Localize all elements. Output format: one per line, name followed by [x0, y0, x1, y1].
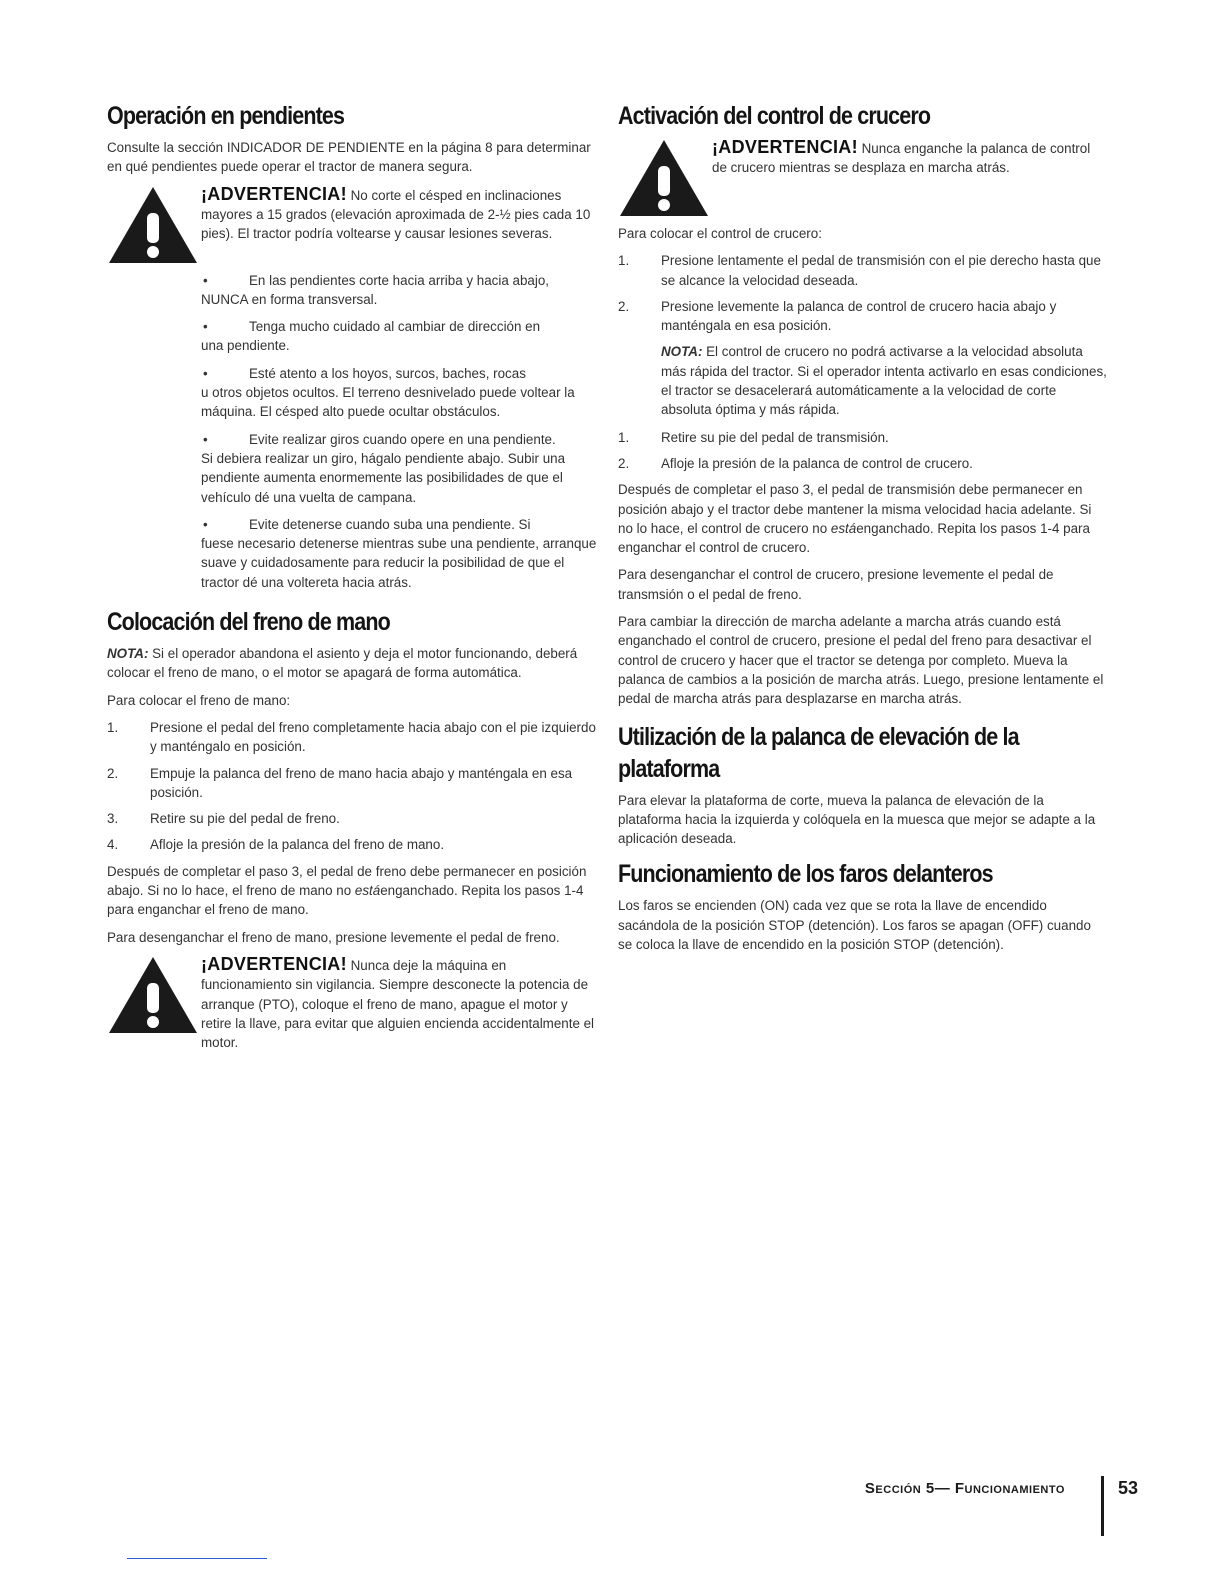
warning-triangle-icon — [107, 185, 199, 265]
list-item: 2. Afloje la presión de la palanca de control de crucero. — [618, 455, 973, 471]
right-column — [618, 100, 1108, 962]
list-item: 1. Retire su pie del pedal de transmisión. — [618, 429, 889, 445]
warning-body: No corte el césped en inclinaciones mayores a 15 grados (elevación aproximada de 2-½ pies cada 10 pies). El tractor podría voltearse y causar lesiones severas. — [201, 187, 591, 242]
brake-warning — [107, 955, 597, 1052]
slopes-intro: Consulte la sección INDICADOR DE PENDIENTE en la página 8 para determinar en qué pendientes puede operar el tractor de manera segura. — [107, 140, 591, 175]
cruise-warning — [618, 138, 1108, 218]
list-item: • Evite realizar giros cuando opere en una pendiente. Si debiera realizar un giro, hágalo pendiente abajo. Subir una pendiente aumenta enormemente las posibilidades de que el vehículo dé una vuelta de campana. — [201, 431, 566, 505]
list-item: 1. Presione lentamente el pedal de transmisión con el pie derecho hasta que se alcance la velocidad deseada. — [618, 253, 1101, 288]
list-item: 3. Retire su pie del pedal de freno. — [107, 811, 340, 827]
headlights-text: Los faros se encienden (ON) cada vez que se rota la llave de encendido sacándola de la posición STOP (detención). Los faros se apagan (OFF) cuando se coloca la llave de encendido en la posición STOP (detención). — [618, 898, 1091, 953]
cruise-control-heading: Activación del control de crucero — [618, 102, 931, 130]
cruise-change: Para cambiar la dirección de marcha adelante a marcha atrás cuando está enganchado el control de crucero, presione el pedal del freno para desactivar el control de crucero y hacer que el tractor se detenga por completo. Mueva la palanca de cambios a la posición de marcha atrás. Luego, presione lentamente el pedal de marcha atrás para desplazarse en marcha atrás. — [618, 614, 1104, 707]
cruise-steps-a — [618, 251, 1108, 335]
bottom-link-underline — [127, 1558, 267, 1559]
warning-title: ¡ADVERTENCIA! — [712, 137, 858, 157]
cruise-release: Para desenganchar el control de crucero, presione levemente el pedal de transmsión o el pedal de freno. — [618, 567, 1054, 602]
slopes-heading: Operación en pendientes — [107, 102, 345, 130]
list-item: • Esté atento a los hoyos, surcos, baches, rocas u otros objetos ocultos. El terreno desnivelado puede voltear la máquina. El césped alto puede ocultar obstáculos. — [201, 365, 575, 420]
parking-brake-heading: Colocación del freno de mano — [107, 608, 390, 637]
warning-body: Nunca deje la máquina en funcionamiento sin vigilancia. Siempre desconecte la potencia de arranque (PTO), coloque el freno de mano, apague el motor y retire la llave, para evitar que alguien encienda accidentalmente el motor. — [201, 957, 595, 1051]
list-item: 2. Presione levemente la palanca de control de crucero hacia abajo y manténgala en esa posición. — [618, 298, 1057, 334]
brake-release: Para desenganchar el freno de mano, presione levemente el pedal de freno. — [107, 929, 560, 945]
cruise-after: Después de completar el paso 3, el pedal de transmisión debe permanecer en posición abajo y el tractor debe mantener la misma velocidad hacia adelante. Si no lo hace, el control de crucero no estáenganchado. Repita los pasos 1-4 para enganchar el control de crucero. — [618, 482, 1092, 556]
cruise-note: NOTA: El control de crucero no podrá activarse a la velocidad absoluta más rápida del tractor. Si el operador intenta activarlo en esas condiciones, el tractor se desacelerará automáticamente a la velocidad de corte absoluta óptima y más rápida. — [661, 344, 1107, 418]
deck-lift-text: Para elevar la plataforma de corte, mueva la palanca de elevación de la plataforma hacia la izquierda y colóquela en la muesca que mejor se adapte a la aplicación deseada. — [618, 792, 1096, 847]
warning-body: Nunca enganche la palanca de control de crucero mientras se desplaza en marcha atrás. — [712, 141, 1091, 176]
cruise-warning-text — [712, 138, 1108, 178]
warning-triangle-icon — [618, 138, 710, 218]
headlights-heading: Funcionamiento de los faros delanteros — [618, 860, 993, 889]
warning-title: ¡ADVERTENCIA! — [201, 953, 347, 974]
brake-after: Después de completar el paso 3, el pedal de freno debe permanecer en posición abajo. Si no lo hace, el freno de mano no estáenganchado. Repita los pasos 1-4 para enganchar el freno de mano. — [107, 863, 587, 918]
brake-steps — [107, 718, 597, 855]
cruise-lead: Para colocar el control de crucero: — [618, 226, 822, 241]
deck-lift-heading: Utilización de la palanca de elevación de la plataforma — [618, 722, 1019, 783]
list-item: 1. Presione el pedal del freno completamente hacia abajo con el pie izquierdo y manténgalo en posición. — [107, 719, 596, 755]
left-column — [107, 100, 597, 1058]
cruise-steps-b — [618, 428, 1108, 474]
page-footer — [865, 1476, 1138, 1536]
footer-divider — [1101, 1476, 1104, 1536]
page-number: 53 — [1117, 1478, 1138, 1498]
slopes-warning-text — [201, 185, 597, 244]
brake-warning-text — [201, 955, 597, 1052]
list-item: 4. Afloje la presión de la palanca del freno de mano. — [107, 837, 445, 853]
warning-triangle-icon — [107, 955, 199, 1035]
brake-note: NOTA: Si el operador abandona el asiento y deja el motor funcionando, deberá colocar el freno de mano, o el motor se apagará de forma automática. — [107, 646, 578, 681]
warning-title: ¡ADVERTENCIA! — [201, 183, 347, 204]
list-item: • Tenga mucho cuidado al cambiar de dirección en una pendiente. — [201, 319, 541, 354]
list-item: 2. Empuje la palanca del freno de mano hacia abajo y manténgala en esa posición. — [107, 765, 573, 800]
brake-lead: Para colocar el freno de mano: — [107, 692, 291, 708]
slopes-warning — [107, 185, 597, 265]
section-label: Sección 5— Funcionamiento — [864, 1480, 1065, 1497]
list-item: • En las pendientes corte hacia arriba y hacia abajo, NUNCA en forma transversal. — [201, 272, 549, 307]
list-item: • Evite detenerse cuando suba una pendiente. Si fuese necesario detenerse mientras sube una pendiente, arranque suave y cuidadosamente para reducir la posibilidad de que el tractor dé una voltereta hacia atrás. — [201, 516, 597, 590]
